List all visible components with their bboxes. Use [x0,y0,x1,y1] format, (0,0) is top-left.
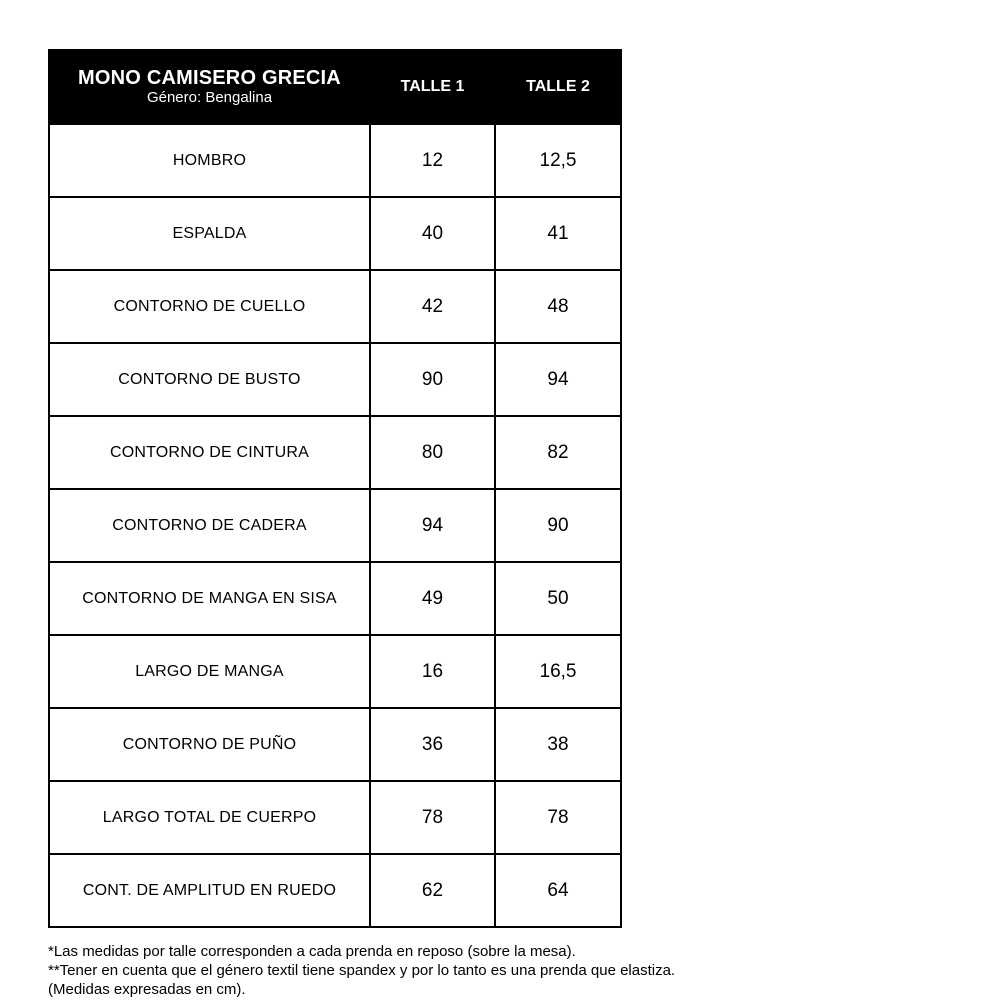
talle-1-value: 62 [370,854,495,927]
talle-2-value: 16,5 [495,635,621,708]
size-chart-table [48,49,622,928]
measurement-label: CONTORNO DE PUÑO [49,708,370,781]
table-row [49,708,621,781]
table-row [49,635,621,708]
talle-2-value: 12,5 [495,124,621,197]
footnote-units: (Medidas expresadas en cm). [48,981,246,998]
product-title: MONO CAMISERO GRECIA [78,66,341,89]
measurement-label: CONT. DE AMPLITUD EN RUEDO [49,854,370,927]
talle-2-value: 41 [495,197,621,270]
talle-2-value: 38 [495,708,621,781]
measurement-label: CONTORNO DE CUELLO [49,270,370,343]
table-row [49,124,621,197]
table-row [49,489,621,562]
table-row [49,854,621,927]
table-header-row [49,50,621,124]
talle-1-value: 49 [370,562,495,635]
measurement-label: LARGO TOTAL DE CUERPO [49,781,370,854]
talle-1-value: 42 [370,270,495,343]
measurement-label: LARGO DE MANGA [49,635,370,708]
product-header-cell [49,50,370,124]
size-header-talle-2: TALLE 2 [495,50,621,124]
table-row [49,562,621,635]
measurement-label: ESPALDA [49,197,370,270]
measurement-label: CONTORNO DE CINTURA [49,416,370,489]
footnotes [48,942,675,999]
measurement-label: HOMBRO [49,124,370,197]
talle-1-value: 78 [370,781,495,854]
size-header-talle-1: TALLE 1 [370,50,495,124]
measurement-label: CONTORNO DE MANGA EN SISA [49,562,370,635]
talle-2-value: 78 [495,781,621,854]
footnote-resting-measure: *Las medidas por talle corresponden a cada prenda en reposo (sobre la mesa). [48,943,576,960]
talle-1-value: 90 [370,343,495,416]
measurement-label: CONTORNO DE BUSTO [49,343,370,416]
talle-2-value: 64 [495,854,621,927]
table-row [49,197,621,270]
table-row [49,270,621,343]
talle-1-value: 80 [370,416,495,489]
table-row [49,781,621,854]
table-row [49,343,621,416]
talle-1-value: 94 [370,489,495,562]
fabric-subtitle: Género: Bengalina [146,88,273,106]
footnote-spandex: **Tener en cuenta que el género textil tiene spandex y por lo tanto es una prenda que elastiza. [48,962,676,979]
talle-2-value: 90 [495,489,621,562]
talle-2-value: 48 [495,270,621,343]
table-row [49,416,621,489]
talle-1-value: 40 [370,197,495,270]
talle-1-value: 36 [370,708,495,781]
talle-1-value: 12 [370,124,495,197]
talle-2-value: 50 [495,562,621,635]
talle-2-value: 82 [495,416,621,489]
measurement-label: CONTORNO DE CADERA [49,489,370,562]
talle-2-value: 94 [495,343,621,416]
talle-1-value: 16 [370,635,495,708]
